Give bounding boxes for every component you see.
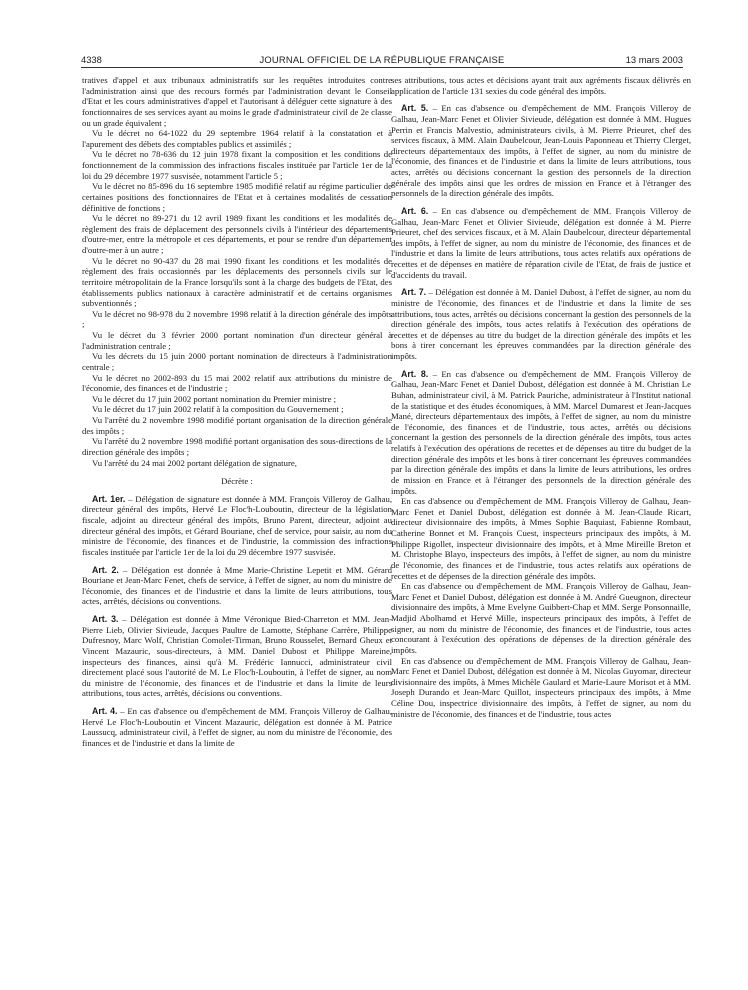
paragraph: Vu le décret no 90-437 du 28 mai 1990 fixant les conditions et les modalités de règlement des frais occasionnés par les déplacements des personnels civils sur le territoire métropolitain de la France lorsqu'ils sont à la charge des budgets de l'Etat, des établissements publics nationaux à caractère administratif et de certains organismes subventionnés ; (82, 255, 392, 309)
article-paragraph (82, 565, 392, 608)
article-label: Art. 6. (401, 205, 429, 216)
paragraph: ses attributions, tous actes et décisions ayant trait aux agréments fiscaux délivrés en application de l'article 131 sexies du code général des impôts. (391, 75, 691, 96)
paragraph: Vu l'arrêté du 2 novembre 1998 modifié portant organisation de la direction générale des impôts ; (82, 415, 392, 436)
left-column (82, 75, 392, 980)
article-label: Art. 1er. (92, 493, 126, 504)
paragraph (391, 581, 691, 655)
paragraph: tratives d'appel et aux tribunaux administratifs sur les requêtes introduites contre l'administration ainsi que des recours formés par l'administration devant le Conseil d'Etat et les cours administratives d'appel et l'autorisant à déléguer cette signature à des fonctionnaires de ses services ayant au moins le grade d'administrateur civil de 2e classe ou un grade équivalent ; (82, 75, 392, 128)
article-paragraph (391, 369, 691, 497)
paragraph: Vu les décrets du 15 juin 2000 portant nomination de directeurs à l'administration centrale ; (82, 351, 392, 372)
article-paragraph (82, 494, 392, 558)
page-header (81, 54, 683, 68)
article-text: – En cas d'absence ou d'empêchement de MM. François Villeroy de Galhau, Hervé Le Floc'h-Louboutin et Vincent Mazauric, délégation est donnée à M. Patrice Laussucq, administrateur civil, à l'effet de signer, au nom du ministre de l'économie, des finances et de l'industrie et dans la limite de (82, 706, 392, 748)
article-text: – En cas d'absence ou d'empêchement de MM. François Villeroy de Galhau, Jean-Marc Fenet et Olivier Sivieude, délégation est donnée à M. Pierre Prieuret, chef des services fiscaux, et à M. Alain Daubelcour, directeur départemental des impôts, à l'effet de signer, au nom du ministre de l'économie, des finances et de l'industrie et dans la limite de leurs attributions, tous actes relatifs aux opérations de recettes et de dépenses en matière de réparation civile de l'Etat, de frais de justice et d'accidents du travail. (391, 205, 691, 280)
decree-heading: Décrète : (221, 476, 253, 487)
article-label: Art. 2. (92, 564, 119, 575)
article-paragraph (391, 103, 691, 199)
paragraph: Vu le décret no 2002-893 du 15 mai 2002 relatif aux attributions du ministre de l'économie, des finances et de l'industrie ; (82, 372, 392, 394)
paragraph (391, 656, 691, 720)
article-text: – Délégation de signature est donnée à MM. François Villeroy de Galhau, directeur général des impôts, Hervé Le Floc'h-Louboutin, directeur de la législation fiscale, adjoint au directeur général des impôts, Bruno Parent, directeur, adjoint au directeur général des impôts, et Gérard Bouriane, chef de service, pour saisir, au nom du ministre de l'économie, des finances et de l'industrie, la commission des infractions fiscales instituée par l'article 1er de la loi du 29 décembre 1977 susvisée. (82, 493, 392, 557)
paragraph: Vu l'arrêté du 2 novembre 1998 modifié portant organisation des sous-directions de la direction générale des impôts ; (82, 436, 392, 457)
paragraph: Vu le décret du 17 juin 2002 portant nomination du Premier ministre ; (92, 393, 337, 404)
paragraph: Vu le décret du 17 juin 2002 relatif à la composition du Gouvernement ; (92, 404, 344, 415)
article-text: – En cas d'absence ou d'empêchement de MM. François Villeroy de Galhau, Jean-Marc Fenet et Daniel Dubost, délégation est donnée à M. Christian Le Buhan, administrateur civil, à M. Patrick Pauriche, administrateur à l'Institut national de la statistique et des études économiques, à MM. Marcel Dumarest et Jean-Jacques Mané, directeurs départementaux des impôts, à l'effet de signer, au nom du ministre de l'économie, des finances et de l'industrie, tous actes, arrêtés ou décisions concernant la gestion des personnels de la direction générale des impôts, tous actes relatifs à l'exécution des opérations de recettes et de dépenses au titre du budget de la direction générale des impôts et les bons à tirer concernant les épreuves commandées par la direction générale des impôts et dans la limite de leurs attributions, les ordres de mission en France et à l'étranger des personnels de la direction générale des impôts. (391, 368, 691, 496)
header-rule (81, 67, 683, 68)
issue-date: 13 mars 2003 (625, 54, 683, 65)
paragraph: Vu le décret no 78-636 du 12 juin 1978 fixant la composition et les conditions de fonctionnement de la commission des infractions fiscales instituée par l'article 1er de la loi du 29 décembre 1977 susvisée, notamment l'article 5 ; (82, 149, 392, 181)
spaced-lead: En cas d'absence ou d'empêchement de (401, 581, 543, 592)
paragraph: Vu le décret du 3 février 2000 portant nomination d'un directeur général à l'administration centrale ; (82, 330, 392, 351)
paragraph: Vu le décret no 89-271 du 12 avril 1989 fixant les conditions et les modalités de règlement des frais de déplacement des personnels civils à l'intérieur des départements d'outre-mer, entre la métropole et ces départements, et pour se rendre d'un département d'outre-mer à un autre ; (82, 213, 392, 255)
article-label: Art. 3. (92, 614, 119, 624)
article-label: Art. 5. (401, 103, 429, 114)
paragraph-text: MM. François Villeroy de Galhau, Jean-Marc Fenet et Daniel Dubost, délégation est donnée à M. André Gueugnon, directeur divisionnaire des impôts, à Mme Evelyne Guibbert-Chap et MM. Serge Ponsonnaille, Madjid Abolhamd et Hervé Mille, inspecteurs principaux des impôts, à l'effet de signer, au nom du ministre de l'économie, des finances et de l'industrie, tous actes concourant à l'exécution des opérations de dépenses de la direction générale des impôts. (391, 581, 691, 655)
page-number: 4338 (81, 54, 102, 65)
article-text: – Délégation est donnée à Mme Véronique Bied-Charreton et MM. Jean-Pierre Lieb, Olivier Sivieude, Jacques Paultre de Lamotte, Stéphane Carrère, Philippe Dufresnoy, Marc Wolf, Christian Comolet-Tirman, Bruno Rousselet, Bernard Gheux et Vincent Mazauric, sous-directeurs, à MM. Daniel Dubost et Philippe Mareine, inspecteurs des finances, ainsi qu'à M. Frédéric Iannucci, administrateur civil directement placé sous l'autorité de M. Le Floc'h-Louboutin, à l'effet de signer, au nom du ministre de l'économie, des finances et de l'industrie et dans la limite de leurs attributions, tous actes, arrêtés, décisions ou conventions. (82, 614, 392, 699)
spaced-lead: En cas d'absence ou d'empêchement de (401, 496, 543, 507)
article-paragraph (82, 706, 392, 749)
paragraph: Vu l'arrêté du 24 mai 2002 portant délégation de signature, (92, 457, 297, 468)
article-label: Art. 8. (401, 368, 429, 379)
paragraph: Vu le décret no 85-896 du 16 septembre 1985 modifié relatif au régime particulier de certaines positions des fonctionnaires de l'Etat et à certaines modalités de cessation définitive de fonctions ; (82, 181, 392, 213)
article-label: Art. 4. (92, 706, 118, 716)
paragraph-text: MM. François Villeroy de Galhau, Jean-Marc Fenet et Daniel Dubost, délégation est donnée à M. Nicolas Guyomar, directeur divisionnaire des impôts, à Mmes Michèle Gaulard et Marie-Laure Morisot et à MM. Joseph Durando et Jean-Marc Quillot, inspecteurs principaux des impôts, à Mme Céline Dou, inspectrice divisionnaire des impôts, à l'effet de signer, au nom du ministre de l'économie, des finances et de l'industrie, tous actes (391, 655, 691, 719)
journal-title: JOURNAL OFFICIEL DE LA RÉPUBLIQUE FRANÇAISE (259, 54, 505, 65)
article-text: – Délégation est donnée à Mme Marie-Christine Lepetit et MM. Gérard Bouriane et Jean-Marc Fenet, chefs de service, à l'effet de signer, au nom du ministre de l'économie, des finances et de l'industrie et dans la limite de leurs attributions, tous actes, arrêtés, décisions ou conventions. (82, 564, 392, 607)
spaced-lead: En cas d'absence ou d'empêchement de (401, 655, 543, 666)
article-paragraph (391, 287, 691, 361)
article-label: Art. 7. (401, 287, 427, 298)
article-paragraph (82, 614, 392, 699)
paragraph: Vu le décret no 64-1022 du 29 septembre 1964 relatif à la constatation et à l'apurement des débets des comptables publics et assimilés ; (82, 128, 392, 149)
article-paragraph (391, 206, 691, 280)
article-text: – Délégation est donnée à M. Daniel Dubost, à l'effet de signer, au nom du ministre de l'économie, des finances et de l'industrie et dans la limite de ses attributions, tous actes, arrêtés ou décisions concernant la gestion des personnels de la direction générale des impôts, tous actes relatifs à l'exécution des opérations de recettes et de dépenses au titre du budget de la direction générale des impôts et les bons à tirer concernant les épreuves commandées par la direction générale des impôts. (391, 287, 691, 361)
paragraph: Vu le décret no 98-978 du 2 novembre 1998 relatif à la direction générale des impôts ; (82, 308, 392, 330)
right-column (391, 75, 691, 980)
article-text: – En cas d'absence ou d'empêchement de MM. François Villeroy de Galhau, Jean-Marc Fenet et Olivier Sivieude, délégation est donnée à MM. Hugues Perrin et Francis Malvestio, administrateurs civils, à M. Pierre Prieuret, chef des services fiscaux, à MM. Alain Daubelcour, Jean-Louis Paponneau et Thierry Clerget, directeurs départementaux des impôts, à l'effet de signer, au nom du ministre de l'économie, des finances et de l'industrie et dans la limite de leurs attributions, tous actes, arrêtés ou décisions concernant la gestion des personnels de la direction générale des impôts ainsi que les ordres de mission en France et à l'étranger des personnels de la direction générale des impôts. (391, 103, 691, 199)
paragraph (391, 496, 691, 581)
paragraph-text: MM. François Villeroy de Galhau, Jean-Marc Fenet et Daniel Dubost, délégation est donnée à M. Jean-Claude Ricart, directeur divisionnaire des impôts, à Mmes Sophie Baquiast, Fabienne Rombaut, Catherine Bonnet et M. François Cuest, inspecteurs principaux des impôts, à M. Philippe Rigollet, inspecteur divisionnaire des impôts, et à Mme Mireille Breton et M. Christophe Blayo, inspecteurs des impôts, à l'effet de signer, au nom du ministre de l'économie, des finances et de l'industrie, tous actes relatifs aux opérations de recettes et de dépenses de la direction générale des impôts. (391, 496, 691, 581)
